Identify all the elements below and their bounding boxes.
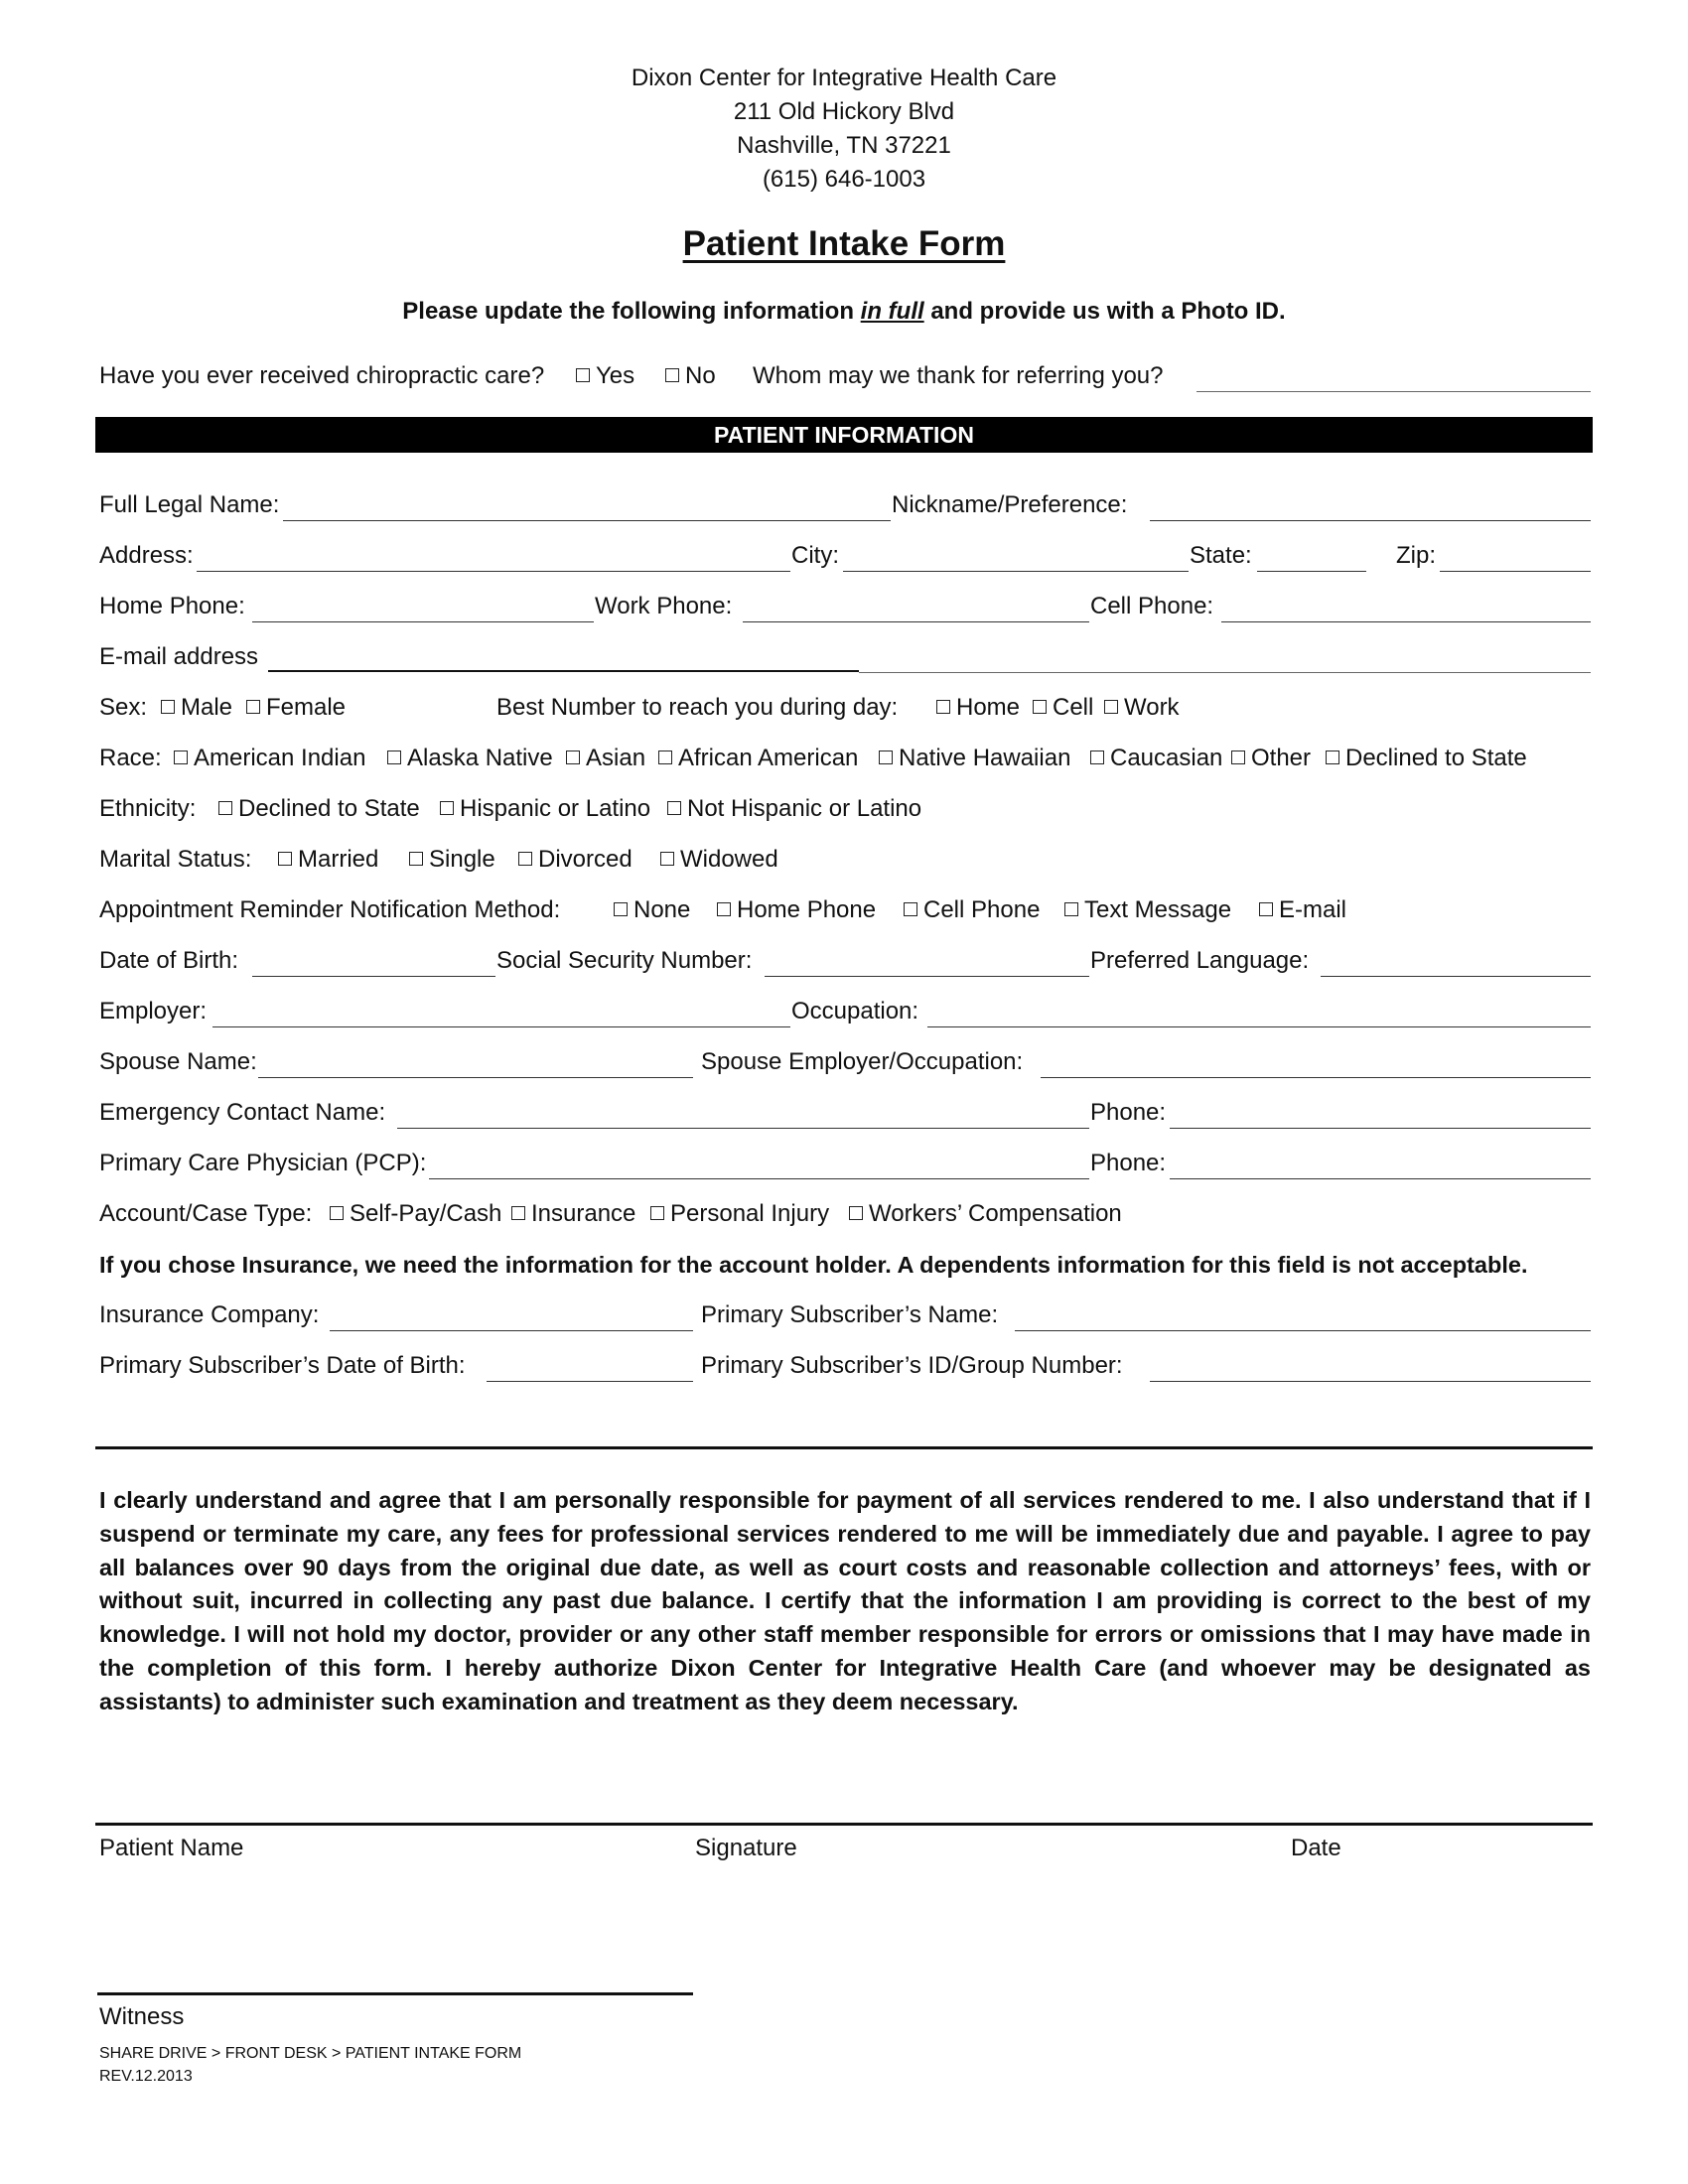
pcp-label: Primary Care Physician (PCP): [99, 1150, 427, 1176]
pcp-phone-field[interactable] [1170, 1147, 1591, 1179]
nickname-field[interactable] [1150, 488, 1591, 521]
checkbox[interactable] [1104, 700, 1118, 714]
race-option[interactable]: Caucasian [1090, 742, 1222, 775]
employer-row [99, 995, 1591, 1028]
insurance-note: If you chose Insurance, we need the information for the account holder. A dependents information for this field is not acceptable. [99, 1252, 1528, 1278]
reminder-option[interactable]: Text Message [1064, 893, 1231, 927]
account-option[interactable]: Workers’ Compensation [849, 1197, 1122, 1231]
race-option[interactable]: Asian [566, 742, 645, 775]
ethnicity-option[interactable]: Declined to State [218, 792, 420, 826]
ethnicity-row [99, 792, 1591, 826]
checkbox[interactable] [278, 852, 292, 866]
checkbox[interactable] [511, 1206, 525, 1220]
insurance-note-row [99, 1248, 1591, 1282]
ssn-field[interactable] [765, 944, 1089, 977]
checkbox[interactable] [667, 801, 681, 815]
chiro-question: Have you ever received chiropractic care? [99, 362, 545, 389]
insurance-company-label: Insurance Company: [99, 1301, 320, 1328]
home-phone-field[interactable] [252, 590, 594, 622]
ethnicity-option[interactable]: Hispanic or Latino [440, 792, 650, 826]
checkbox[interactable] [440, 801, 454, 815]
checkbox[interactable] [576, 368, 590, 382]
race-option[interactable]: Native Hawaiian [879, 742, 1070, 775]
checkbox[interactable] [879, 751, 893, 764]
account-option[interactable]: Self-Pay/Cash [330, 1197, 501, 1231]
sex-label: Sex: [99, 694, 148, 721]
account-row [99, 1197, 1591, 1231]
checkbox[interactable] [330, 1206, 344, 1220]
language-label: Preferred Language: [1090, 947, 1310, 974]
language-field[interactable] [1321, 944, 1591, 977]
checkbox[interactable] [849, 1206, 863, 1220]
reminder-row [99, 893, 1591, 927]
account-option[interactable]: Insurance [511, 1197, 635, 1231]
marital-option[interactable]: Married [278, 843, 378, 877]
dob-row [99, 944, 1591, 978]
email-field-extension [859, 640, 1591, 673]
emergency-contact-label: Emergency Contact Name: [99, 1099, 386, 1126]
referral-field[interactable] [1196, 359, 1591, 392]
home-phone-label: Home Phone: [99, 593, 245, 619]
spouse-row [99, 1045, 1591, 1079]
race-option[interactable]: American Indian [174, 742, 365, 775]
insurance-row [99, 1298, 1591, 1332]
emergency-phone-label: Phone: [1090, 1099, 1167, 1126]
zip-label: Zip: [1396, 542, 1437, 569]
org-street: 211 Old Hickory Blvd [733, 98, 955, 125]
checkbox[interactable] [660, 852, 674, 866]
best-work-option[interactable]: Work [1104, 691, 1180, 725]
occupation-field[interactable] [927, 995, 1591, 1027]
checkbox[interactable] [387, 751, 401, 764]
sex-male-option[interactable]: Male [161, 691, 232, 725]
sex-female-option[interactable]: Female [246, 691, 346, 725]
subscriber-name-label: Primary Subscriber’s Name: [701, 1301, 999, 1328]
subscriber-name-field[interactable] [1015, 1298, 1591, 1331]
spouse-employer-label: Spouse Employer/Occupation: [701, 1048, 1024, 1075]
footer-revision: REV.12.2013 [99, 2068, 193, 2085]
reminder-option[interactable]: E-mail [1259, 893, 1346, 927]
race-option[interactable]: Other [1231, 742, 1311, 775]
marital-option[interactable]: Single [409, 843, 495, 877]
checkbox[interactable] [1259, 902, 1273, 916]
referral-label: Whom may we thank for referring you? [753, 362, 1164, 389]
account-label: Account/Case Type: [99, 1200, 313, 1227]
checkbox[interactable] [717, 902, 731, 916]
witness-label: Witness [99, 2003, 185, 2030]
nickname-label: Nickname/Preference: [892, 491, 1128, 518]
race-row [99, 742, 1591, 775]
employer-field[interactable] [212, 995, 790, 1027]
spouse-name-field[interactable] [258, 1045, 693, 1078]
work-phone-field[interactable] [743, 590, 1089, 622]
checkbox[interactable] [904, 902, 917, 916]
address-label: Address: [99, 542, 194, 569]
cell-phone-label: Cell Phone: [1090, 593, 1214, 619]
spouse-name-label: Spouse Name: [99, 1048, 257, 1075]
work-phone-label: Work Phone: [595, 593, 733, 619]
ethnicity-label: Ethnicity: [99, 795, 197, 822]
reminder-option[interactable]: None [614, 893, 690, 927]
name-row [99, 488, 1591, 522]
best-cell-option[interactable]: Cell [1033, 691, 1093, 725]
full-name-label: Full Legal Name: [99, 491, 280, 518]
zip-field[interactable] [1440, 539, 1591, 572]
signature-label: Signature [695, 1835, 797, 1861]
org-phone: (615) 646-1003 [762, 166, 926, 193]
sex-row [99, 691, 1591, 725]
dob-label: Date of Birth: [99, 947, 239, 974]
checkbox[interactable] [1231, 751, 1245, 764]
spouse-employer-field[interactable] [1041, 1045, 1591, 1078]
checkbox[interactable] [161, 700, 175, 714]
emergency-phone-field[interactable] [1170, 1096, 1591, 1129]
checkbox[interactable] [658, 751, 672, 764]
checkbox[interactable] [174, 751, 188, 764]
state-label: State: [1190, 542, 1252, 569]
race-option[interactable]: Declined to State [1326, 742, 1527, 775]
checkbox[interactable] [246, 700, 260, 714]
city-field[interactable] [843, 539, 1189, 572]
checkbox[interactable] [518, 852, 532, 866]
full-name-field[interactable] [283, 488, 891, 521]
patient-name-label: Patient Name [99, 1835, 244, 1861]
reminder-label: Appointment Reminder Notification Method: [99, 896, 561, 923]
emergency-contact-field[interactable] [397, 1096, 1089, 1129]
occupation-label: Occupation: [791, 998, 919, 1024]
race-option[interactable]: Alaska Native [387, 742, 553, 775]
date-label: Date [1291, 1835, 1341, 1861]
account-option[interactable]: Personal Injury [650, 1197, 829, 1231]
checkbox[interactable] [650, 1206, 664, 1220]
subscriber-id-field[interactable] [1150, 1349, 1591, 1382]
reminder-option[interactable]: Cell Phone [904, 893, 1040, 927]
chiro-no-option[interactable]: No [665, 359, 716, 393]
checkbox[interactable] [665, 368, 679, 382]
best-number-label: Best Number to reach you during day: [496, 694, 899, 721]
email-row [99, 640, 1591, 674]
divider [95, 1446, 1593, 1449]
phone-row [99, 590, 1591, 623]
marital-option[interactable]: Widowed [660, 843, 778, 877]
cell-phone-field[interactable] [1221, 590, 1591, 622]
subscriber-id-label: Primary Subscriber’s ID/Group Number: [701, 1352, 1123, 1379]
section-header-patient-info: PATIENT INFORMATION [95, 417, 1593, 453]
employer-label: Employer: [99, 998, 208, 1024]
best-home-option[interactable]: Home [936, 691, 1020, 725]
marital-label: Marital Status: [99, 846, 252, 873]
subscriber-row [99, 1349, 1591, 1383]
pcp-field[interactable] [429, 1147, 1089, 1179]
pcp-phone-label: Phone: [1090, 1150, 1167, 1176]
address-field[interactable] [197, 539, 790, 572]
state-field[interactable] [1257, 539, 1366, 572]
ethnicity-option[interactable]: Not Hispanic or Latino [667, 792, 921, 826]
marital-row [99, 843, 1591, 877]
checkbox[interactable] [614, 902, 628, 916]
instruction-text: Please update the following information in full and provide us with a Photo ID. [402, 298, 1286, 325]
ssn-label: Social Security Number: [496, 947, 753, 974]
reminder-option[interactable]: Home Phone [717, 893, 876, 927]
org-city: Nashville, TN 37221 [737, 132, 951, 159]
page-title: Patient Intake Form [682, 224, 1006, 263]
agreement-text: I clearly understand and agree that I am personally responsible for payment of all services rendered to me. I also understand that if I suspend or terminate my care, any fees for professional services rendered to me will be immediately due and payable. I agree to pay all balances over 90 days from the original due date, as well as court costs and reasonable collection and attorneys’ fees, with or without suit, incurred in collecting any past due balance. I certify that the information I am providing is correct to the best of my knowledge. I will not hold my doctor, provider or any other staff member responsible for errors or omissions that I may have made in the completion of this form. I hereby authorize Dixon Center for Integrative Health Care (and whoever may be designated as assistants) to administer such examination and treatment as they deem necessary. [99, 1487, 1591, 1714]
insurance-company-field[interactable] [330, 1298, 693, 1331]
checkbox[interactable] [566, 751, 580, 764]
checkbox[interactable] [1326, 751, 1339, 764]
signature-line[interactable] [95, 1823, 1593, 1826]
race-option[interactable]: African American [658, 742, 858, 775]
subscriber-dob-field[interactable] [487, 1349, 693, 1382]
address-row [99, 539, 1591, 573]
org-name: Dixon Center for Integrative Health Care [631, 65, 1057, 91]
checkbox[interactable] [218, 801, 232, 815]
marital-option[interactable]: Divorced [518, 843, 633, 877]
checkbox[interactable] [1033, 700, 1047, 714]
checkbox[interactable] [1064, 902, 1078, 916]
emergency-row [99, 1096, 1591, 1130]
checkbox[interactable] [409, 852, 423, 866]
subscriber-dob-label: Primary Subscriber’s Date of Birth: [99, 1352, 466, 1379]
pcp-row [99, 1147, 1591, 1180]
email-field[interactable] [268, 640, 859, 672]
race-label: Race: [99, 745, 162, 771]
footer-path: SHARE DRIVE > FRONT DESK > PATIENT INTAKE FORM [99, 2045, 522, 2062]
checkbox[interactable] [1090, 751, 1104, 764]
chiro-yes-option[interactable]: Yes [576, 359, 634, 393]
dob-field[interactable] [252, 944, 495, 977]
checkbox[interactable] [936, 700, 950, 714]
chiropractic-row [99, 359, 1591, 393]
witness-line[interactable] [97, 1992, 693, 1995]
city-label: City: [791, 542, 839, 569]
email-label: E-mail address [99, 643, 259, 670]
